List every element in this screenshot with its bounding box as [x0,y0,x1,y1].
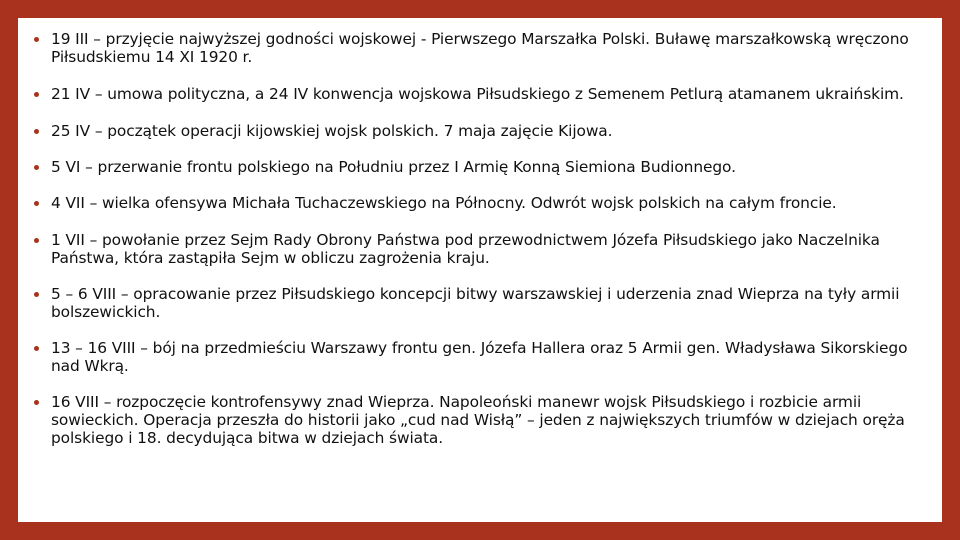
bullet-marker [34,201,39,206]
list-item [32,285,932,321]
bullet-marker [34,37,39,42]
bullet-list [32,30,932,447]
list-item [32,194,932,212]
bullet-marker [34,292,39,297]
bullet-text: 19 III – przyjęcie najwyższej godności wojskowej - Pierwszego Marszałka Polski. Buławę marszałkowską wręczono Piłsudskiemu 14 XI 1920 r. [51,30,909,66]
slide-content-area [18,18,942,522]
bullet-text: 5 – 6 VIII – opracowanie przez Piłsudskiego koncepcji bitwy warszawskiej i uderzenia znad Wieprza na tyły armii bolszewickich. [51,285,900,321]
list-item [32,231,932,267]
bullet-marker [34,129,39,134]
bullet-marker [34,346,39,351]
bullet-marker [34,92,39,97]
bullet-text: 21 IV – umowa polityczna, a 24 IV konwencja wojskowa Piłsudskiego z Semenem Petlurą atamanem ukraińskim. [51,85,904,103]
bullet-text: 4 VII – wielka ofensywa Michała Tuchaczewskiego na Północny. Odwrót wojsk polskich na całym froncie. [51,194,837,212]
bullet-text: 5 VI – przerwanie frontu polskiego na Południu przez I Armię Konną Siemiona Budionnego. [51,158,736,176]
bullet-text: 13 – 16 VIII – bój na przedmieściu Warszawy frontu gen. Józefa Hallera oraz 5 Armii gen. Władysława Sikorskiego nad Wkrą. [51,339,908,375]
list-item [32,339,932,375]
list-item [32,393,932,447]
bullet-marker [34,400,39,405]
bullet-marker [34,238,39,243]
bullet-text: 16 VIII – rozpoczęcie kontrofensywy znad Wieprza. Napoleoński manewr wojsk Piłsudskiego i rozbicie armii sowieckich. Operacja przeszła do historii jako „cud nad Wisłą” – jeden z największych triumfów w dziejach oręża polskiego i 18. decydująca bitwa w dziejach świata. [51,393,905,447]
list-item [32,122,932,140]
list-item [32,30,932,66]
list-item [32,158,932,176]
list-item [32,85,932,103]
bullet-marker [34,165,39,170]
bullet-text: 1 VII – powołanie przez Sejm Rady Obrony Państwa pod przewodnictwem Józefa Piłsudskiego jako Naczelnika Państwa, która zastąpiła Sejm w obliczu zagrożenia kraju. [51,231,880,267]
bullet-text: 25 IV – początek operacji kijowskiej wojsk polskich. 7 maja zajęcie Kijowa. [51,122,613,140]
